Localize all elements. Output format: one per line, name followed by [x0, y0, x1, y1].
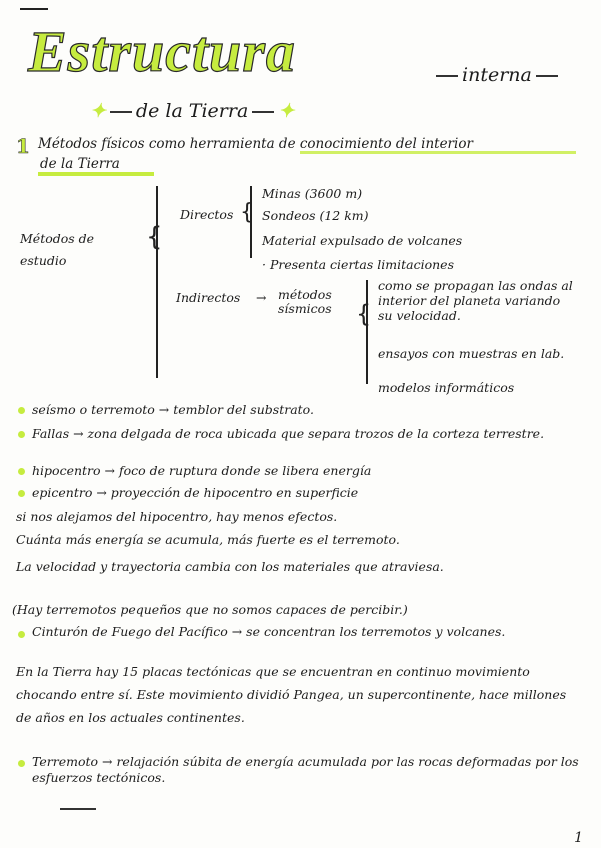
note-line: Cuánta más energía se acumula, más fuerte es el terremoto.	[16, 532, 400, 547]
directos-item: Minas (3600 m)	[262, 186, 363, 201]
root-brace: {	[146, 222, 163, 252]
indirectos-label: Indirectos	[176, 290, 241, 305]
title-de-la-tierra: ✦ de la Tierra ✦	[90, 100, 295, 122]
section-heading: Métodos físicos como herramienta de conocimiento del interior	[38, 136, 473, 152]
wavy-dash	[536, 75, 558, 77]
note-line: seísmo o terremoto → temblor del substrato.	[32, 402, 314, 417]
page-number: 1	[574, 830, 583, 846]
indirectos-sub-label: métodos sísmicos	[278, 287, 332, 316]
arrow-icon: →	[256, 290, 267, 305]
directos-label: Directos	[180, 207, 234, 222]
directos-brace: {	[240, 200, 254, 225]
indirectos-item: como se propagan las ondas al interior del planeta variando su velocidad.	[378, 278, 573, 323]
note-line: Fallas → zona delgada de roca ubicada que separa trozos de la corteza terrestre.	[32, 426, 545, 441]
note-paragraph: En la Tierra hay 15 placas tectónicas que se encuentran en continuo movimiento chocando entre sí. Este movimiento dividió Pangea, un supercontinente, hace millones de años en los actuales continentes.	[16, 664, 567, 725]
wavy-dash	[436, 75, 458, 77]
bottom-pen-mark	[60, 808, 96, 810]
heading-underline	[38, 172, 154, 176]
root-brace-line	[156, 186, 158, 378]
wavy-dash	[252, 111, 274, 113]
wavy-dash	[110, 111, 132, 113]
directos-item: · Presenta ciertas limitaciones	[262, 257, 454, 272]
diagram-root-label: Métodos de estudio	[20, 231, 95, 268]
bullet-dot	[18, 631, 25, 638]
bullet-dot	[18, 407, 25, 414]
section-heading-cont: de la Tierra	[40, 156, 120, 172]
star-doodle: ✦	[90, 100, 106, 122]
note-line: si nos alejamos del hipocentro, hay menos efectos.	[16, 509, 338, 524]
page-title: Estructura	[28, 19, 296, 84]
star-doodle: ✦	[278, 100, 295, 122]
indirectos-brace-line	[366, 280, 368, 384]
note-line: hipocentro → foco de ruptura donde se libera energía	[32, 463, 372, 478]
indirectos-item: modelos informáticos	[378, 380, 515, 395]
directos-item: Material expulsado de volcanes	[262, 233, 463, 248]
bullet-dot	[18, 760, 25, 767]
indirectos-item: ensayos con muestras en lab.	[378, 346, 565, 361]
note-line: Cinturón de Fuego del Pacífico → se concentran los terremotos y volcanes.	[32, 624, 506, 639]
title-interna: interna	[432, 64, 562, 86]
bullet-dot	[18, 431, 25, 438]
note-line: (Hay terremotos pequeños que no somos capaces de percibir.)	[12, 602, 408, 617]
note-line: La velocidad y trayectoria cambia con los materiales que atraviesa.	[16, 559, 444, 574]
top-pen-mark	[20, 8, 48, 10]
directos-item: Sondeos (12 km)	[262, 208, 369, 223]
section-number: 1	[16, 134, 30, 158]
note-line: epicentro → proyección de hipocentro en superficie	[32, 485, 359, 500]
note-line: Terremoto → relajación súbita de energía acumulada por las rocas deformadas por los esfuerzos tectónicos.	[32, 754, 579, 785]
bullet-dot	[18, 468, 25, 475]
indirectos-brace: {	[356, 300, 372, 328]
bullet-dot	[18, 490, 25, 497]
